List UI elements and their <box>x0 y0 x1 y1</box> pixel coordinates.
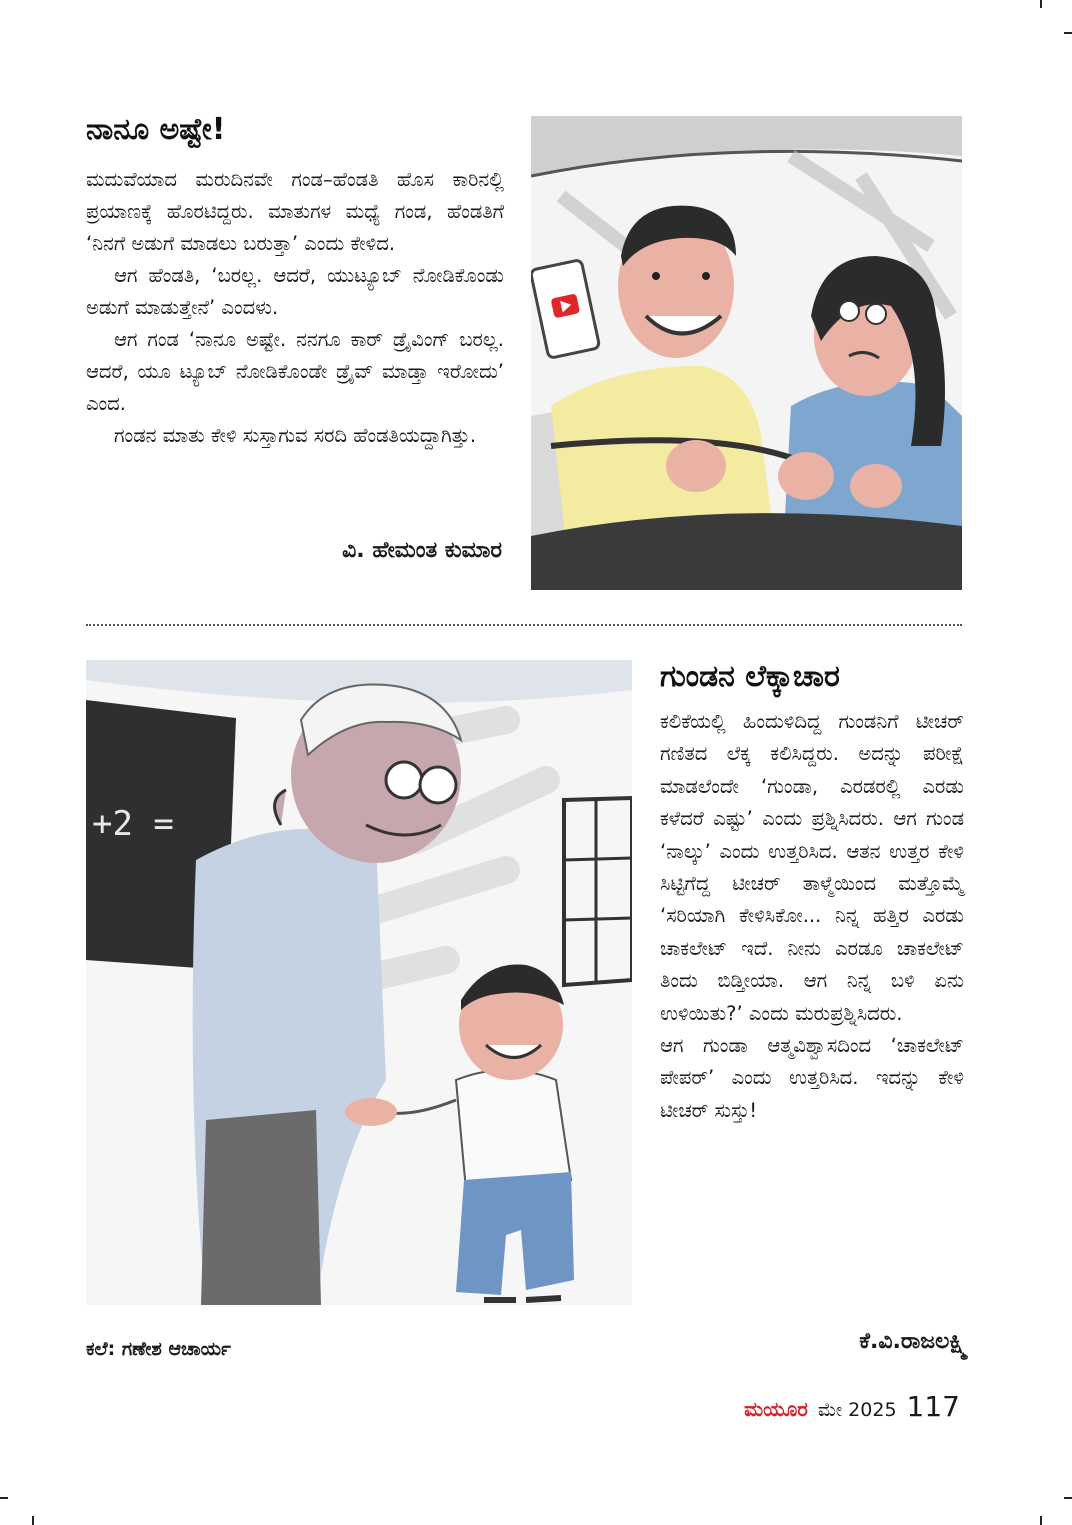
car-couple-illustration <box>531 116 962 590</box>
issue-date: ಮೇ 2025 <box>817 1399 897 1421</box>
crop-mark <box>1064 1497 1072 1499</box>
illustration-credit: ಕಲೆ: ಗಣೇಶ ಆಚಾರ್ಯ <box>86 1338 231 1360</box>
board-equation: +2 = <box>92 804 174 844</box>
crop-mark <box>1064 32 1072 34</box>
story-author: ವಿ. ಹೇಮಂತ ಕುಮಾರ <box>342 538 502 563</box>
story-paragraph: ಆಗ ಗುಂಡಾ ಆತ್ಮವಿಶ್ವಾಸದಿಂದ ‘ಚಾಕಲೇಟ್ ಪೇಪರ್’ ಎಂದು ಉತ್ತರಿಸಿದ. ಇದನ್ನು ಕೇಳಿ ಟೀಚರ್ ಸುಸ್ತು! <box>660 1034 964 1122</box>
crop-mark <box>1040 1516 1042 1525</box>
story-paragraph: ಆಗ ಗಂಡ ‘ನಾನೂ ಅಷ್ಟೇ. ನನಗೂ ಕಾರ್ ಡ್ರೈವಿಂಗ್ ಬರಲ್ಲ. ಆದರೆ, ಯೂ ಟ್ಯೂಬ್ ನೋಡಿಕೊಂಡೇ ಡ್ರೈವ್ ಮಾಡ್ತಾ ಇರೋದು’ ಎಂದ. <box>86 328 504 415</box>
crop-mark <box>1040 0 1042 8</box>
story-paragraph: ಕಲಿಕೆಯಲ್ಲಿ ಹಿಂದುಳಿದಿದ್ದ ಗುಂಡನಿಗೆ ಟೀಚರ್ ಗಣಿತದ ಲೆಕ್ಕ ಕಲಿಸಿದ್ದರು. ಅದನ್ನು ಪರೀಕ್ಷೆ ಮಾಡಲೆಂದೇ ‘ಗುಂಡಾ, ಎರಡರಲ್ಲಿ ಎರಡು ಕಳೆದರೆ ಎಷ್ಟು’ ಎಂದು ಪ್ರಶ್ನಿಸಿದರು. ಆಗ ಗುಂಡ ‘ನಾಲ್ಕು’ ಎಂದು ಉತ್ತರಿಸಿದ. ಆತನ ಉತ್ತರ ಕೇಳಿ ಸಿಟ್ಟಿಗೆದ್ದ ಟೀಚರ್ ತಾಳ್ಮೆಯಿಂದ ಮತ್ತೊಮ್ಮೆ ‘ಸರಿಯಾಗಿ ಕೇಳಿಸಿಕೋ... ನಿನ್ನ ಹತ್ತಿರ ಎರಡು ಚಾಕಲೇಟ್ ಇದೆ. ನೀನು ಎರಡೂ ಚಾಕಲೇಟ್ ತಿಂದು ಬಿಡ್ತೀಯಾ. ಆಗ ನಿನ್ನ ಬಳಿ ಏನು ಉಳಿಯಿತು?’ ಎಂದು ಮರುಪ್ರಶ್ನಿಸಿದರು. <box>660 710 964 1025</box>
story-title: ಗುಂಡನ ಲೆಕ್ಕಾಚಾರ <box>660 659 840 694</box>
story-title: ನಾನೂ ಅಷ್ಟೇ! <box>86 112 226 147</box>
story-body <box>660 706 964 1127</box>
crop-mark <box>32 1516 34 1525</box>
page-footer <box>744 1390 960 1423</box>
section-divider <box>86 624 962 626</box>
crop-mark <box>0 1497 8 1499</box>
magazine-name: ಮಯೂರ <box>744 1397 808 1421</box>
story-author: ಕೆ.ವಿ.ರಾಜಲಕ್ಷ್ಮಿ <box>859 1329 968 1354</box>
story-paragraph: ಗಂಡನ ಮಾತು ಕೇಳಿ ಸುಸ್ತಾಗುವ ಸರದಿ ಹೆಂಡತಿಯದ್ದಾಗಿತ್ತು. <box>114 424 477 447</box>
page-number: 117 <box>906 1390 960 1423</box>
story-body <box>86 164 504 452</box>
teacher-student-illustration <box>86 660 632 1305</box>
story-paragraph: ಆಗ ಹೆಂಡತಿ, ‘ಬರಲ್ಲ. ಆದರೆ, ಯುಟ್ಯೂಬ್ ನೋಡಿಕೊಂಡು ಅಡುಗೆ ಮಾಡುತ್ತೇನೆ’ ಎಂದಳು. <box>86 264 504 319</box>
story-paragraph: ಮದುವೆಯಾದ ಮರುದಿನವೇ ಗಂಡ–ಹೆಂಡತಿ ಹೊಸ ಕಾರಿನಲ್ಲಿ ಪ್ರಯಾಣಕ್ಕೆ ಹೊರಟಿದ್ದರು. ಮಾತುಗಳ ಮಧ್ಯೆ ಗಂಡ, ಹೆಂಡತಿಗೆ ‘ನಿನಗೆ ಅಡುಗೆ ಮಾಡಲು ಬರುತ್ತಾ’ ಎಂದು ಕೇಳಿದ. <box>86 168 504 255</box>
